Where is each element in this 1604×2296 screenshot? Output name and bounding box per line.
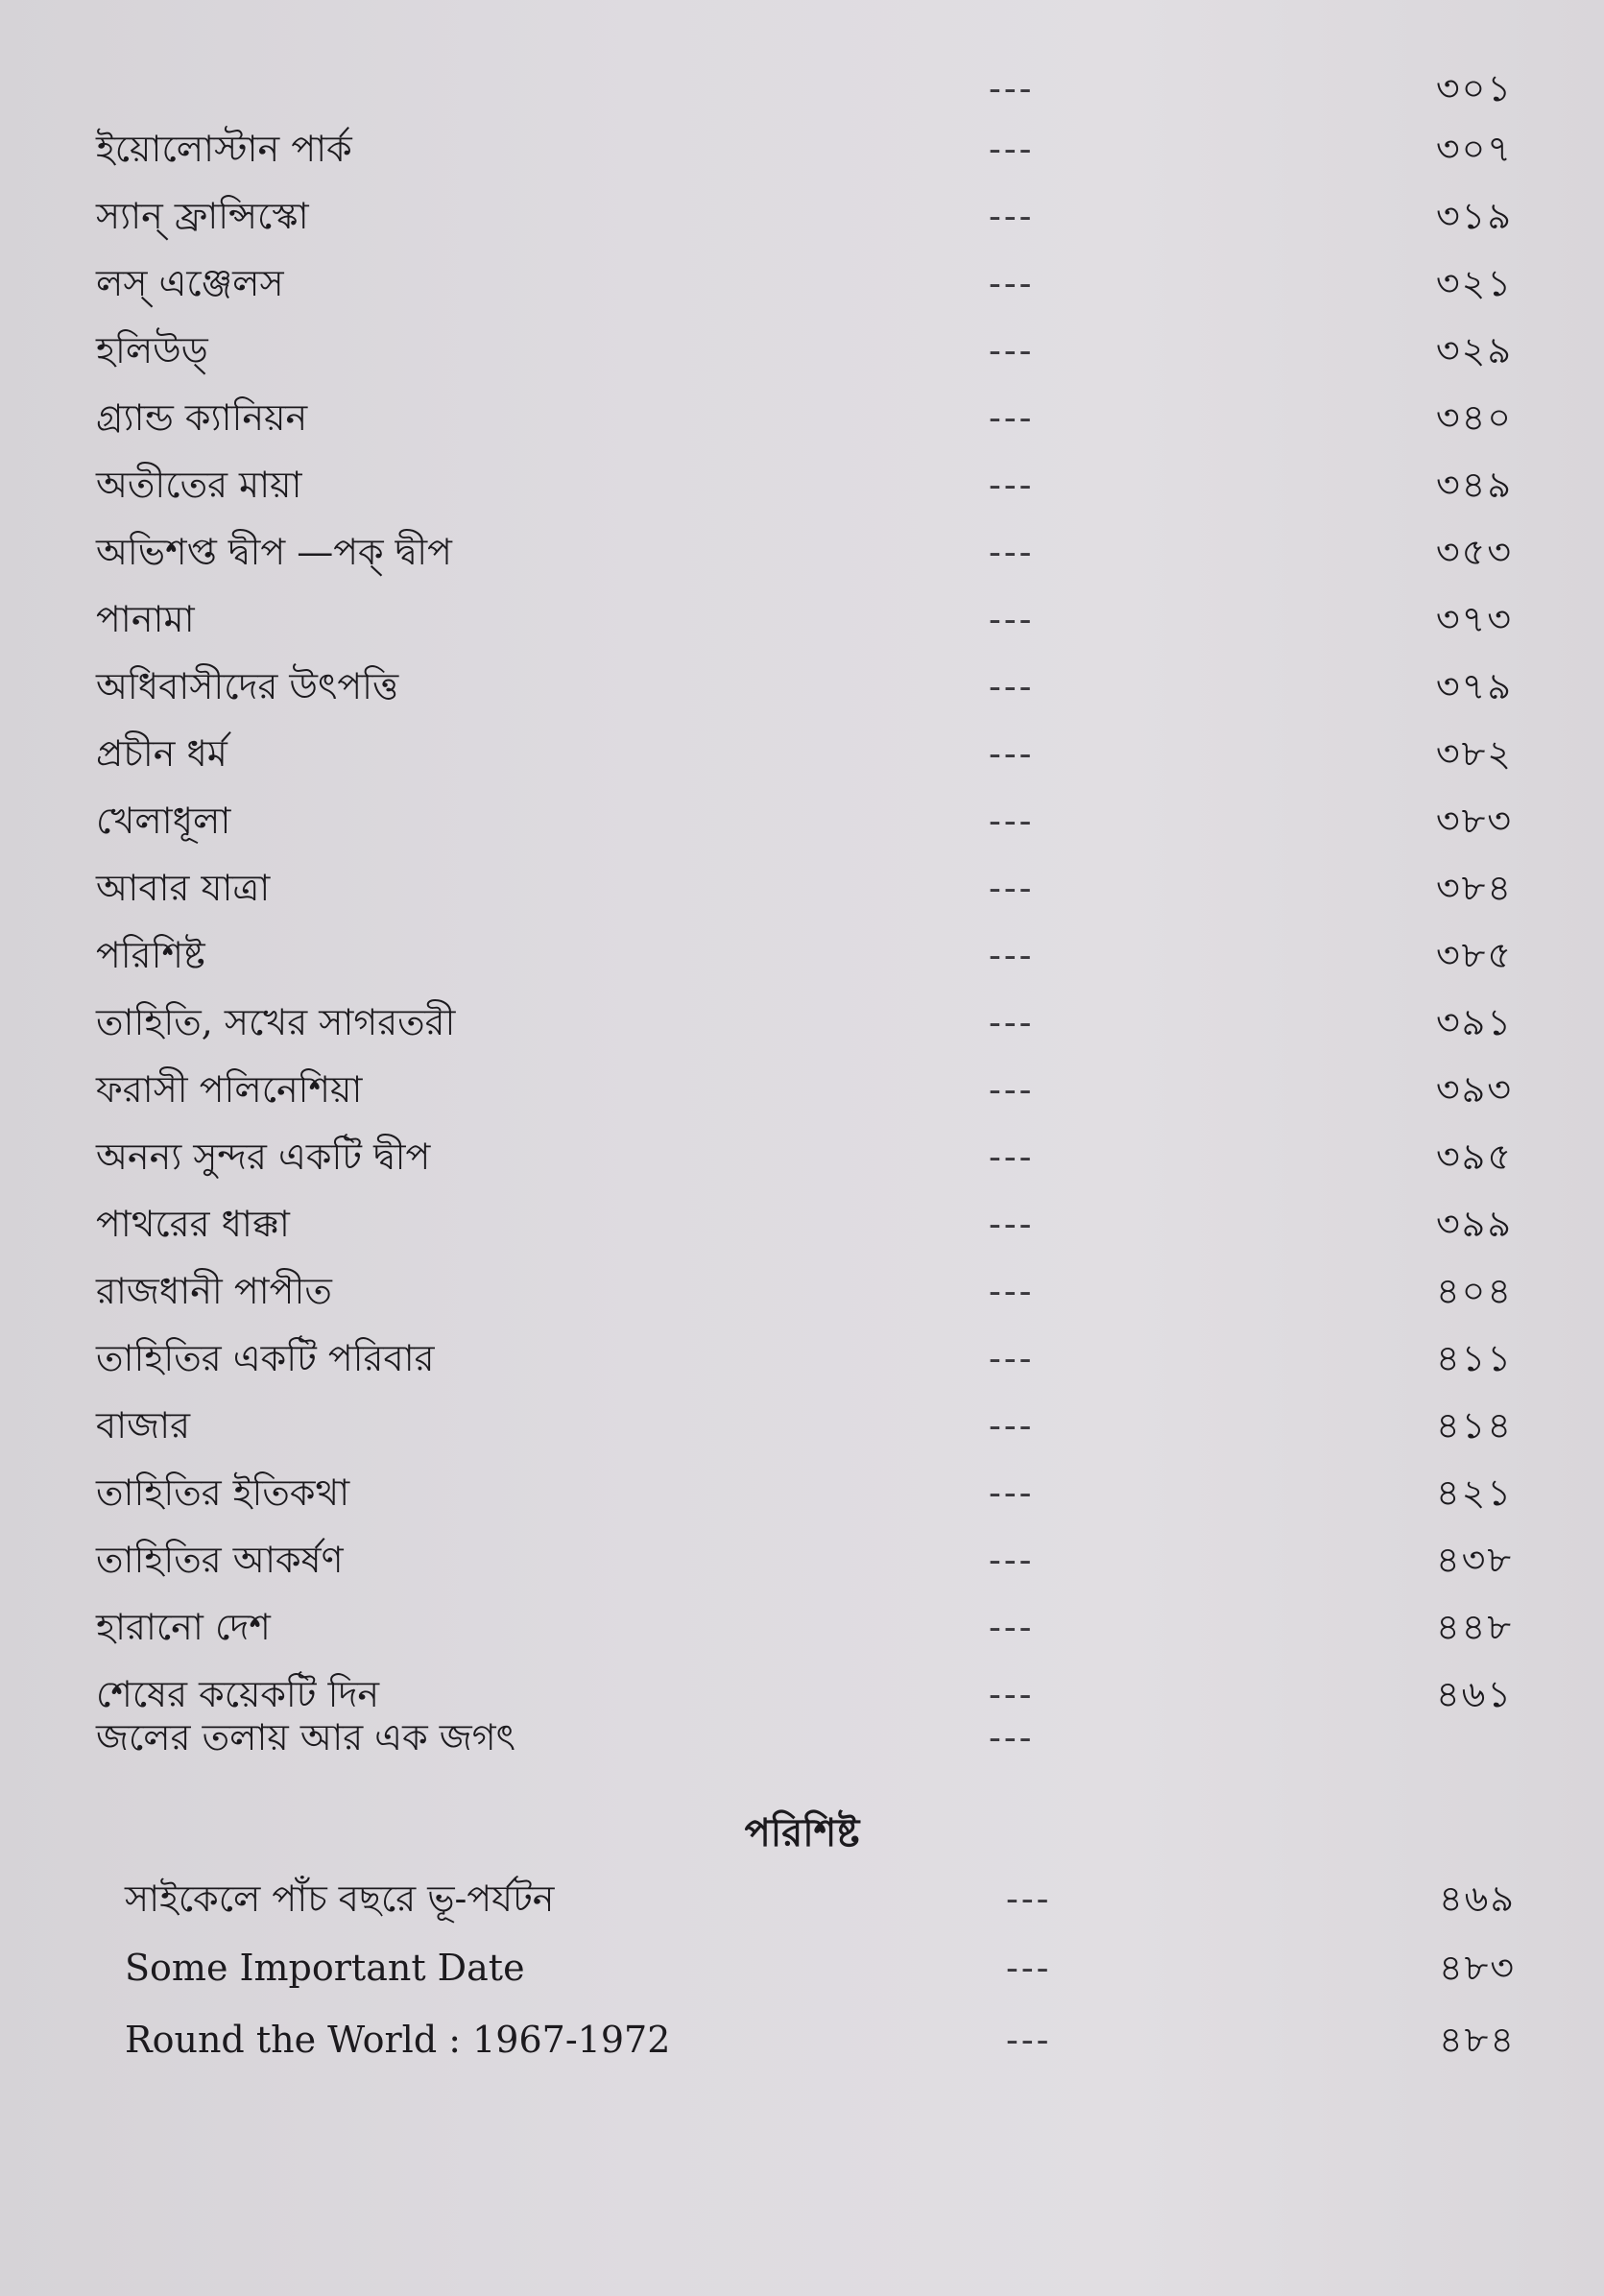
toc-row: [0, 590, 1604, 648]
toc-entry-dash: ---: [989, 67, 1035, 109]
toc-entry-dash: ---: [989, 598, 1035, 640]
toc-entry-title: গ্র্যান্ড ক্যানিয়ন: [96, 396, 308, 439]
toc-entry-dash: ---: [989, 1068, 1035, 1111]
toc-entry-dash: ---: [989, 1471, 1035, 1514]
toc-entry-title: পরিশিষ্ট: [96, 934, 205, 976]
toc-entry-dash: ---: [989, 1136, 1035, 1178]
toc-entry-dash: ---: [989, 1539, 1035, 1581]
appendix-entry-dash: ---: [1006, 2019, 1052, 2061]
toc-row: [0, 322, 1604, 379]
toc-entry-title: হারানো দেশ: [96, 1606, 271, 1648]
appendix-entry-title: Round the World : 1967-1972: [125, 2019, 671, 2061]
toc-row: [0, 1531, 1604, 1589]
toc-entry-title: প্রচীন ধর্ম: [96, 732, 227, 775]
toc-entry-page: ৩০৭: [1435, 128, 1513, 170]
toc-row: [0, 523, 1604, 581]
toc-row: [0, 60, 1604, 117]
toc-entry-page: ৩৯৩: [1435, 1068, 1513, 1111]
appendix-row: [0, 1870, 1604, 1927]
toc-row: [0, 1061, 1604, 1118]
toc-entry-page: ৩৮৩: [1435, 800, 1513, 842]
toc-row: [0, 792, 1604, 849]
toc-entry-dash: ---: [989, 464, 1035, 506]
toc-row: [0, 389, 1604, 446]
toc-entry-dash: ---: [989, 396, 1035, 439]
toc-entry-page: ৩৮২: [1435, 732, 1513, 775]
toc-entry-page: ৩৭৩: [1435, 598, 1513, 640]
toc-entry-title: ফরাসী পলিনেশিয়া: [96, 1068, 363, 1111]
toc-row: [0, 725, 1604, 782]
toc-entry-dash: ---: [989, 195, 1035, 237]
toc-row: [0, 859, 1604, 917]
toc-row: [0, 1709, 1604, 1766]
toc-entry-dash: ---: [989, 1673, 1035, 1715]
toc-entry-title: হলিউড্: [96, 329, 208, 371]
toc-entry-title: জলের তলায় আর এক জগৎ: [96, 1716, 515, 1758]
toc-entry-title: পানামা: [96, 598, 195, 640]
appendix-entry-title: সাইকেলে পাঁচ বছরে ভূ-পর্যটন: [125, 1877, 555, 1920]
toc-entry-dash: ---: [989, 1001, 1035, 1043]
appendix-entry-dash: ---: [1006, 1947, 1052, 1989]
toc-entry-title: শেষের কয়েকটি দিন: [96, 1673, 380, 1715]
toc-entry-page: ৩০১: [1435, 67, 1513, 109]
toc-entry-title: আবার যাত্রা: [96, 867, 271, 909]
toc-entry-page: ৩৯৫: [1435, 1136, 1513, 1178]
toc-entry-dash: ---: [989, 1716, 1035, 1758]
toc-entry-page: ৩৮৪: [1435, 867, 1513, 909]
toc-entry-title: তাহিতির আকর্ষণ: [96, 1539, 344, 1581]
toc-entry-dash: ---: [989, 128, 1035, 170]
toc-entry-page: ৩৪০: [1435, 396, 1513, 439]
toc-entry-page: ৪০৪: [1435, 1270, 1513, 1312]
toc-entry-title: অধিবাসীদের উৎপত্তি: [96, 665, 399, 707]
toc-entry-title: পাথরের ধাক্কা: [96, 1203, 290, 1245]
toc-row: [0, 1598, 1604, 1656]
toc-entry-dash: ---: [989, 1606, 1035, 1648]
toc-entry-dash: ---: [989, 531, 1035, 573]
toc-entry-title: লস্ এঞ্জেলস: [96, 262, 284, 304]
toc-entry-dash: ---: [989, 665, 1035, 707]
toc-entry-page: ৩৫৩: [1435, 531, 1513, 573]
toc-entry-dash: ---: [989, 1270, 1035, 1312]
toc-entry-page: ৪৪৮: [1436, 1606, 1513, 1648]
toc-row: [0, 1262, 1604, 1320]
toc-entry-page: ৪৩৮: [1435, 1539, 1513, 1581]
appendix-row: [0, 1939, 1604, 1997]
toc-entry-page: ৩৭৯: [1435, 665, 1513, 707]
toc-entry-title: ইয়োলোস্টান পার্ক: [96, 128, 352, 170]
toc-row: [0, 658, 1604, 715]
toc-entry-dash: ---: [989, 262, 1035, 304]
toc-entry-page: ৩৯১: [1435, 1001, 1513, 1043]
appendix-row: [0, 2011, 1604, 2069]
appendix-entry-page: ৪৮৩: [1438, 1947, 1516, 1989]
toc-entry-page: ৪১৪: [1436, 1404, 1513, 1447]
toc-entry-dash: ---: [989, 1203, 1035, 1245]
toc-row: [0, 1128, 1604, 1185]
toc-row: [0, 1195, 1604, 1253]
toc-row: [0, 254, 1604, 312]
toc-row: [0, 1329, 1604, 1387]
toc-entry-page: ৩৮৫: [1435, 934, 1513, 976]
toc-entry-page: ৩২৯: [1435, 329, 1513, 371]
appendix-heading: পরিশিষ্ট: [744, 1810, 860, 1855]
toc-entry-title: বাজার: [96, 1404, 191, 1447]
toc-row: [0, 1397, 1604, 1454]
toc-row: [0, 993, 1604, 1051]
appendix-entry-page: ৪৬৯: [1438, 1877, 1516, 1920]
appendix-entry-page: ৪৮৪: [1439, 2019, 1516, 2061]
toc-entry-dash: ---: [989, 329, 1035, 371]
toc-entry-title: অভিশপ্ত দ্বীপ —পক্ দ্বীপ: [96, 531, 452, 573]
toc-entry-page: ৪৬১: [1435, 1673, 1513, 1715]
toc-entry-dash: ---: [989, 800, 1035, 842]
toc-entry-dash: ---: [989, 867, 1035, 909]
toc-entry-dash: ---: [989, 732, 1035, 775]
appendix-entry-dash: ---: [1006, 1877, 1052, 1920]
toc-entry-title: অনন্য সুন্দর একটি দ্বীপ: [96, 1136, 431, 1178]
toc-entry-dash: ---: [989, 1404, 1035, 1447]
toc-entry-title: তাহিতির ইতিকথা: [96, 1471, 350, 1514]
toc-entry-dash: ---: [989, 934, 1035, 976]
toc-row: [0, 926, 1604, 984]
toc-entry-title: তাহিতি, সখের সাগরতরী: [96, 1001, 456, 1043]
toc-entry-title: অতীতের মায়া: [96, 464, 302, 506]
appendix-entry-title: Some Important Date: [125, 1947, 525, 1989]
toc-entry-page: ৪২১: [1435, 1471, 1513, 1514]
toc-entry-title: রাজধানী পাপীত: [96, 1270, 332, 1312]
toc-entry-page: ৩১৯: [1435, 195, 1513, 237]
toc-entry-dash: ---: [989, 1337, 1035, 1379]
toc-entry-page: ৪১১: [1436, 1337, 1513, 1379]
toc-entry-page: ৩৯৯: [1435, 1203, 1513, 1245]
toc-entry-title: খেলাধূলা: [96, 800, 231, 842]
toc-entry-title: স্যান্ ফ্রান্সিস্কো: [96, 195, 309, 237]
toc-row: [0, 456, 1604, 514]
toc-row: [0, 187, 1604, 245]
toc-row: [0, 120, 1604, 178]
toc-row: [0, 1464, 1604, 1521]
toc-entry-page: ৩২১: [1435, 262, 1513, 304]
toc-entry-title: তাহিতির একটি পরিবার: [96, 1337, 435, 1379]
toc-entry-page: ৩৪৯: [1435, 464, 1513, 506]
